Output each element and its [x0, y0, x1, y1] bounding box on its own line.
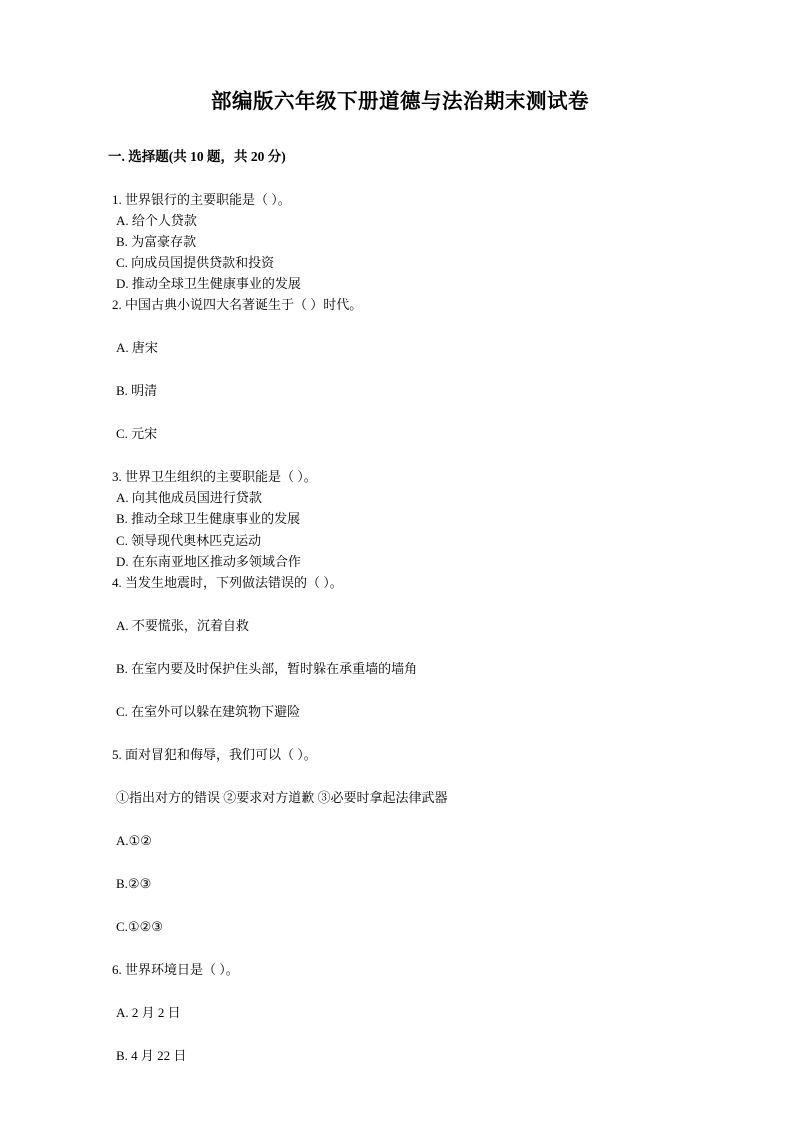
question-3 [108, 466, 692, 571]
question-option: A.①② [116, 832, 152, 848]
question-option: C. 在室外可以躲在建筑物下避险 [116, 703, 301, 719]
question-option: B. 为富豪存款 [116, 234, 197, 250]
question-stem: 5. 面对冒犯和侮辱，我们可以（ ）。 [112, 746, 317, 762]
question-option: A. 不要慌张，沉着自救 [116, 617, 249, 633]
question-4 [108, 572, 692, 744]
question-option: B. 推动全球卫生健康事业的发展 [116, 511, 301, 527]
question-option: C. 向成员国提供贷款和投资 [116, 255, 275, 271]
question-stem: 3. 世界卫生组织的主要职能是（ ）。 [112, 469, 317, 485]
question-option: D. 在东南亚地区推动多领域合作 [116, 553, 301, 569]
page-title: 部编版六年级下册道德与法治期末测试卷 [211, 91, 589, 113]
question-1 [108, 189, 692, 294]
question-stem: 1. 世界银行的主要职能是（ ）。 [112, 191, 291, 207]
question-stem: 4. 当发生地震时，下列做法错误的（ ）。 [112, 574, 343, 590]
question-stem: 6. 世界环境日是（ ）。 [112, 962, 239, 978]
question-option: B.②③ [116, 875, 152, 891]
question-option: A. 唐宋 [116, 340, 158, 356]
question-option: C. 领导现代奥林匹克运动 [116, 532, 262, 548]
question-2 [108, 294, 692, 466]
question-option: C. 元宋 [116, 426, 158, 442]
question-option: B. 在室内要及时保护住头部，暂时躲在承重墙的墙角 [116, 660, 418, 676]
question-option: B. 4 月 22 日 [116, 1048, 187, 1064]
question-5 [108, 744, 692, 959]
question-option: A. 2 月 2 日 [116, 1005, 181, 1021]
question-stem: 2. 中国古典小说四大名著诞生于（ ）时代。 [112, 297, 363, 313]
question-option: C.①②③ [116, 918, 163, 934]
question-6 [108, 959, 692, 1066]
section-heading: 一. 选择题(共 10 题，共 20 分) [108, 148, 286, 164]
question-option: B. 明清 [116, 383, 158, 399]
question-option: A. 给个人贷款 [116, 212, 197, 228]
question-option: A. 向其他成员国进行贷款 [116, 490, 262, 506]
document-content [108, 88, 692, 1066]
question-option: D. 推动全球卫生健康事业的发展 [116, 276, 301, 292]
question-option-list: ①指出对方的错误 ②要求对方道歉 ③必要时拿起法律武器 [116, 789, 448, 805]
